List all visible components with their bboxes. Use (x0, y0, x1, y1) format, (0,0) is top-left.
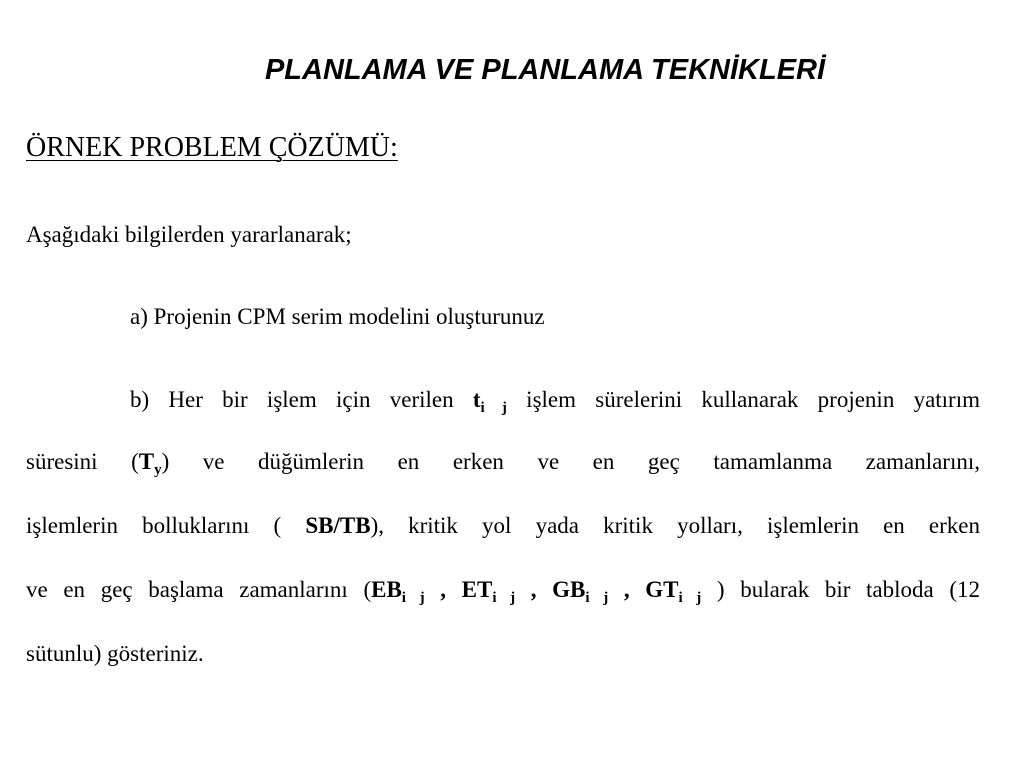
t-symbol-text: t (472, 387, 481, 412)
item-b-l2-pre: süresini ( (26, 449, 139, 474)
item-b-line-2 (26, 430, 980, 494)
item-b-l2-post: ) ve düğümlerin en erken ve en geç tamamlanma zamanlarını, (161, 449, 980, 474)
item-a-text: a) Projenin CPM serim modelini oluşturunuz (130, 304, 545, 329)
item-b-line-3 (26, 494, 980, 558)
item-b-l4-pre: ve en geç başlama zamanlarını ( (26, 577, 372, 602)
item-b-l3-pre: işlemlerin bolluklarını ( (26, 513, 306, 538)
item-b-paragraph (26, 370, 980, 686)
ty-symbol-text: T (138, 449, 155, 474)
sep-3: , (608, 577, 646, 602)
eb-text: EB (371, 577, 402, 602)
ty-subscript: y (154, 462, 162, 478)
ty-symbol (138, 449, 162, 478)
item-b-l4-post: ) bularak bir tabloda (12 (701, 577, 981, 602)
problem-heading: ÖRNEK PROBLEM ÇÖZÜMÜ: (26, 132, 398, 163)
sep-2: , (515, 577, 553, 602)
item-b-line-1 (26, 370, 980, 430)
intro-text: Aşağıdaki bilgilerden yararlanarak; (26, 222, 352, 247)
item-b-l1-post: işlem sürelerini kullanarak projenin yatırım (506, 387, 980, 412)
gb-subscript: i j (585, 590, 609, 606)
slide-title: PLANLAMA VE PLANLAMA TEKNİKLERİ (264, 54, 826, 86)
sbtb-symbol: SB/TB (305, 513, 371, 538)
gt-text: GT (645, 577, 679, 602)
et-text: ET (461, 577, 493, 602)
gb-text: GB (552, 577, 586, 602)
item-b-l3-post: ), kritik yol yada kritik yolları, işlemlerin en erken (370, 513, 980, 538)
sep-1: , (424, 577, 462, 602)
t-symbol (472, 387, 507, 416)
gt-subscript: i j (678, 590, 702, 606)
item-b-line-4 (26, 558, 980, 622)
et-subscript: i j (492, 590, 516, 606)
item-b-l1-pre: b) Her bir işlem için verilen (130, 387, 473, 412)
t-subscript: i j (480, 400, 507, 416)
eb-symbol (371, 577, 702, 606)
eb-subscript: i j (401, 590, 425, 606)
item-b-line-5: sütunlu) gösteriniz. (26, 641, 204, 666)
